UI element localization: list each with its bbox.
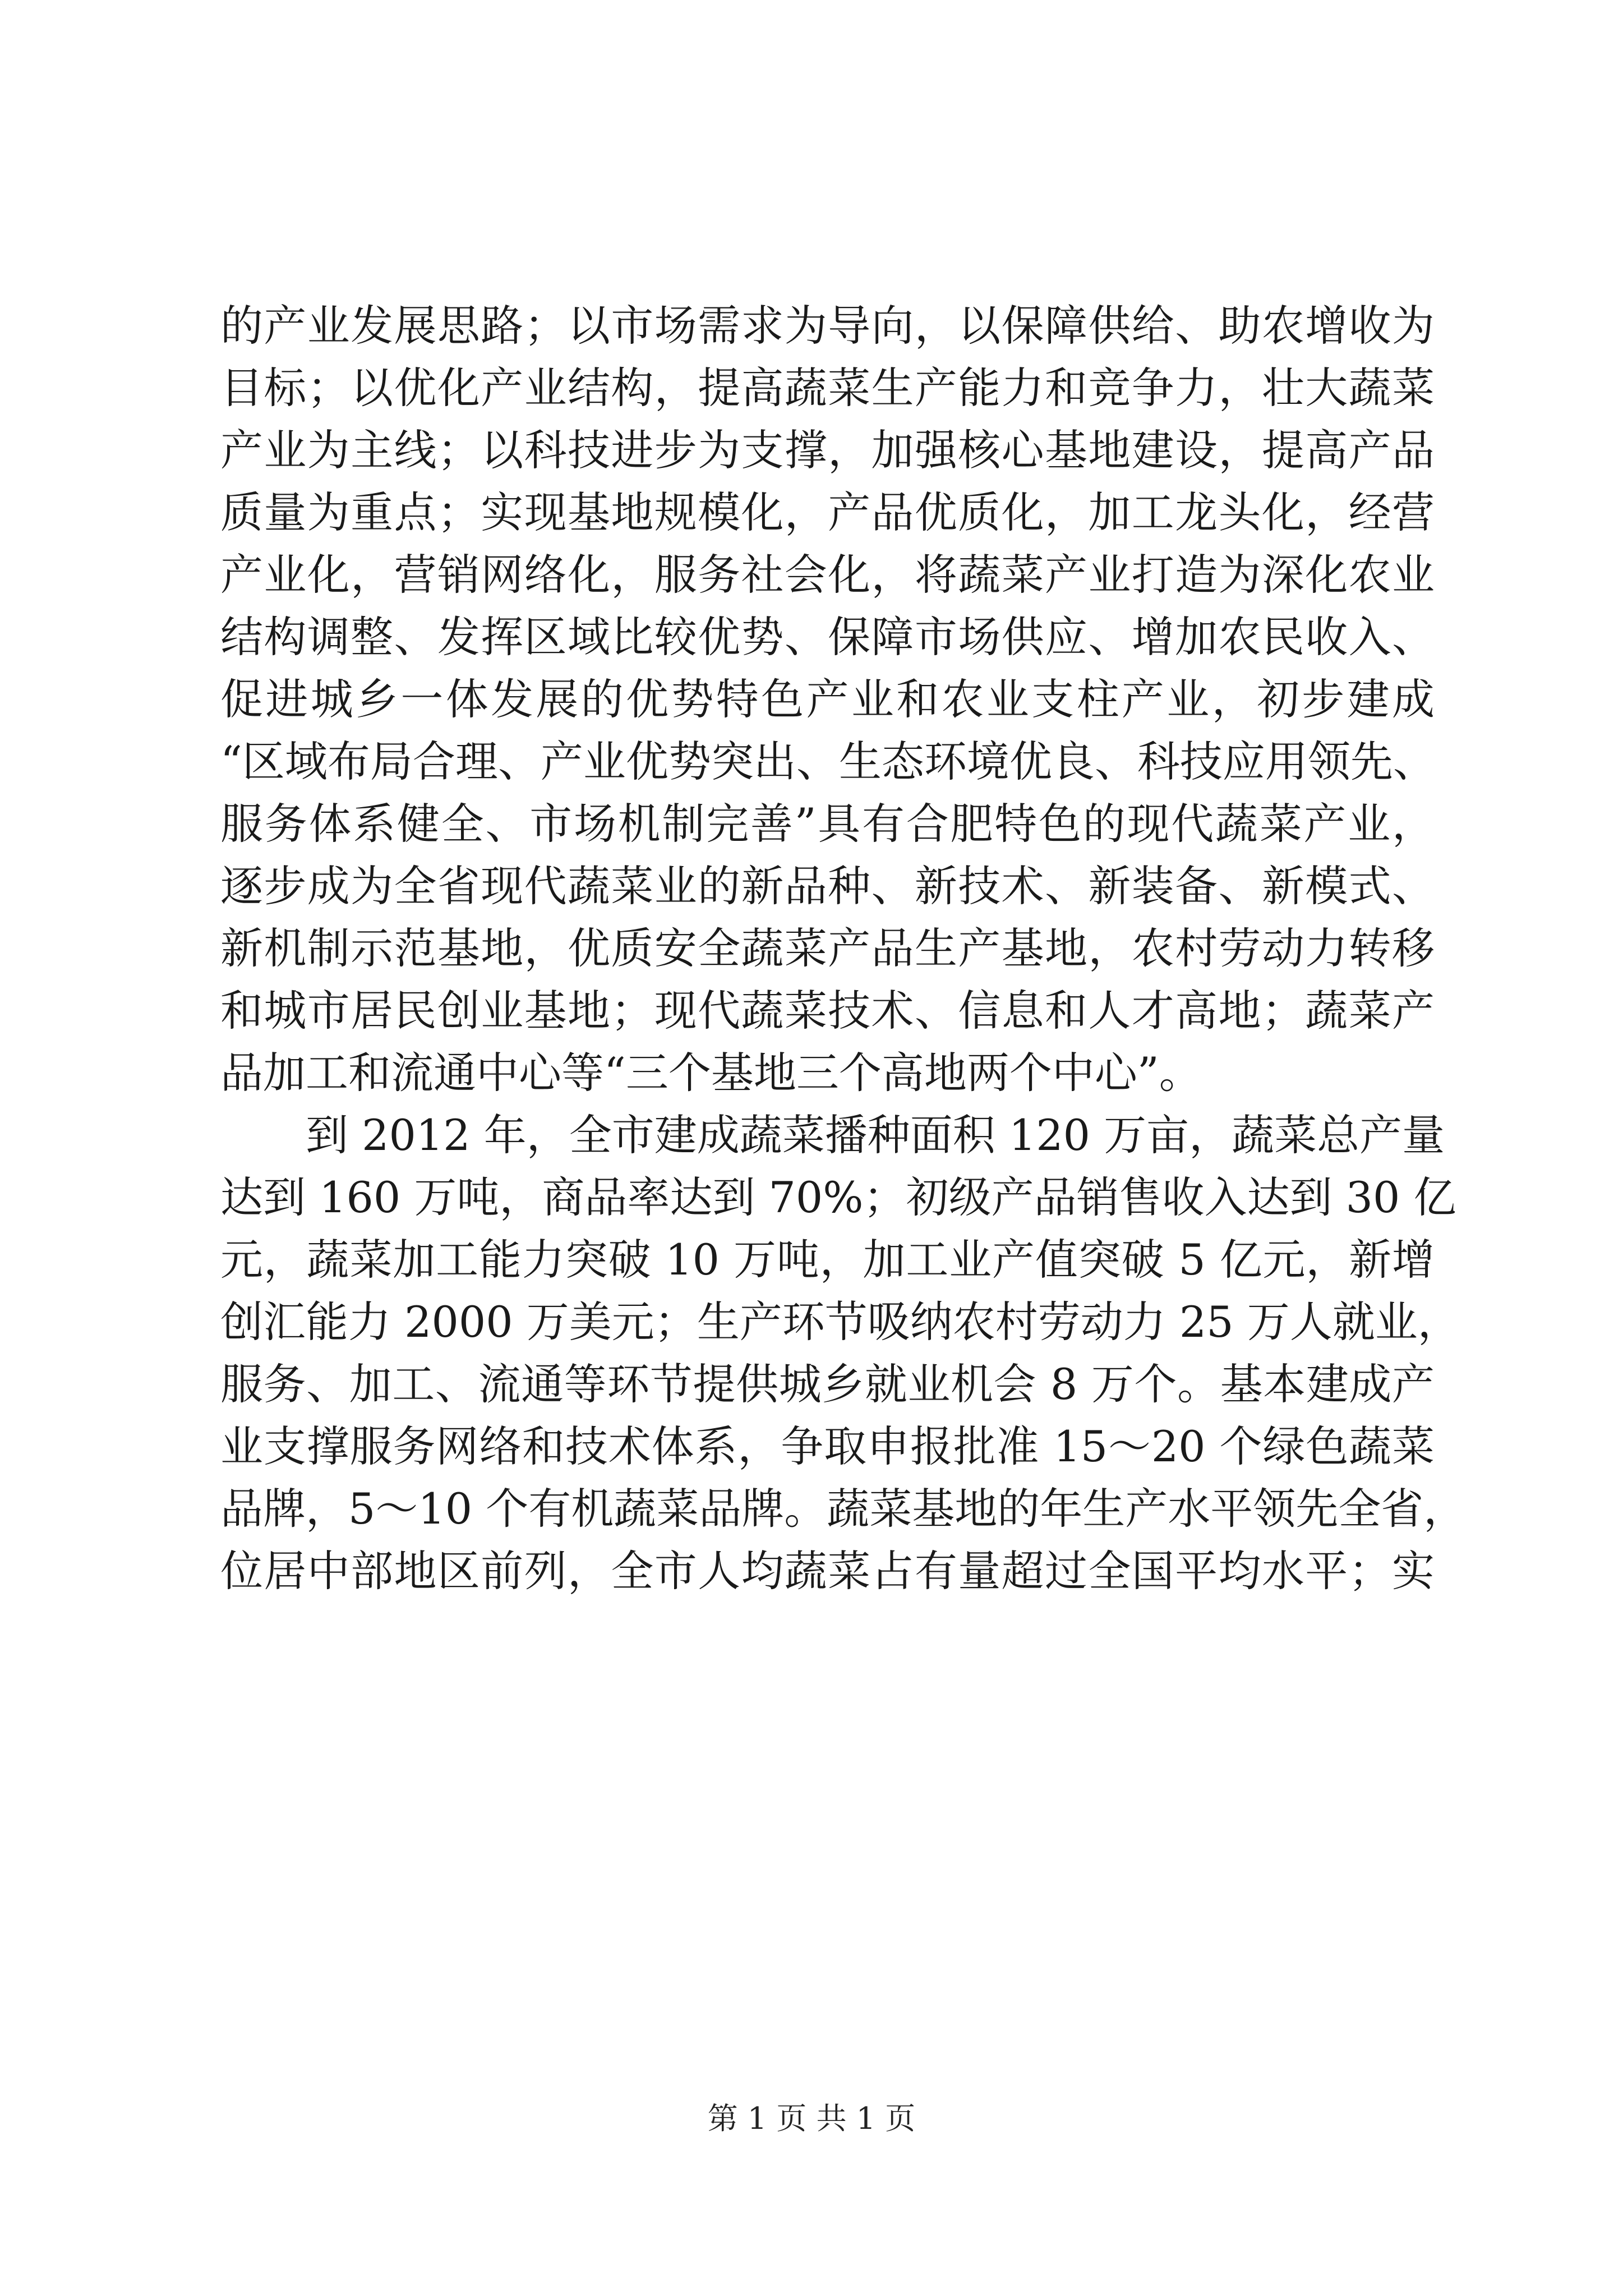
text-line: 和城市居民创业基地；现代蔬菜技术、信息和人才高地；蔬菜产	[220, 986, 1435, 1036]
text-line: 质量为重点；实现基地规模化，产品优质化，加工龙头化，经营	[220, 487, 1435, 537]
paragraph-first-line: 到 2012 年，全市建成蔬菜播种面积 120 万亩，蔬菜总产量	[306, 1110, 1445, 1160]
page-footer	[0, 2099, 1623, 2138]
page-number: 第 1 页 共 1 页	[707, 2101, 916, 2136]
text-line: 目标；以优化产业结构，提高蔬菜生产能力和竞争力，壮大蔬菜	[220, 363, 1435, 413]
text-line: 产业为主线；以科技进步为支撑，加强核心基地建设，提高产品	[220, 425, 1435, 475]
text-line: 新机制示范基地，优质安全蔬菜产品生产基地，农村劳动力转移	[220, 923, 1435, 973]
text-line: 产业化，营销网络化，服务社会化，将蔬菜产业打造为深化农业	[220, 550, 1435, 600]
text-line: 品牌，5～10 个有机蔬菜品牌。蔬菜基地的年生产水平领先全省，	[220, 1484, 1467, 1534]
text-line: 位居中部地区前列，全市人均蔬菜占有量超过全国平均水平；实	[220, 1546, 1435, 1596]
text-line: 服务体系健全、市场机制完善”具有合肥特色的现代蔬菜产业，	[220, 799, 1435, 849]
text-line: 创汇能力 2000 万美元；生产环节吸纳农村劳动力 25 万人就业，	[220, 1297, 1460, 1347]
text-line: 促进城乡一体发展的优势特色产业和农业支柱产业，初步建成	[220, 674, 1435, 724]
text-line: 业支撑服务网络和技术体系，争取申报批准 15～20 个绿色蔬菜	[220, 1421, 1435, 1471]
document-body	[220, 295, 1467, 1602]
text-line: 元，蔬菜加工能力突破 10 万吨，加工业产值突破 5 亿元，新增	[220, 1235, 1435, 1285]
text-line: 结构调整、发挥区域比较优势、保障市场供应、增加农民收入、	[220, 612, 1435, 662]
paragraph-end-line: 品加工和流通中心等“三个基地三个高地两个中心”。	[220, 1048, 1202, 1098]
text-line: “区域布局合理、产业优势突出、生态环境优良、科技应用领先、	[220, 737, 1436, 786]
text-line: 达到 160 万吨，商品率达到 70%；初级产品销售收入达到 30 亿	[220, 1172, 1456, 1222]
text-line: 的产业发展思路；以市场需求为导向，以保障供给、助农增收为	[220, 301, 1435, 351]
text-line: 服务、加工、流通等环节提供城乡就业机会 8 万个。基本建成产	[220, 1359, 1435, 1409]
text-line: 逐步成为全省现代蔬菜业的新品种、新技术、新装备、新模式、	[220, 861, 1435, 911]
